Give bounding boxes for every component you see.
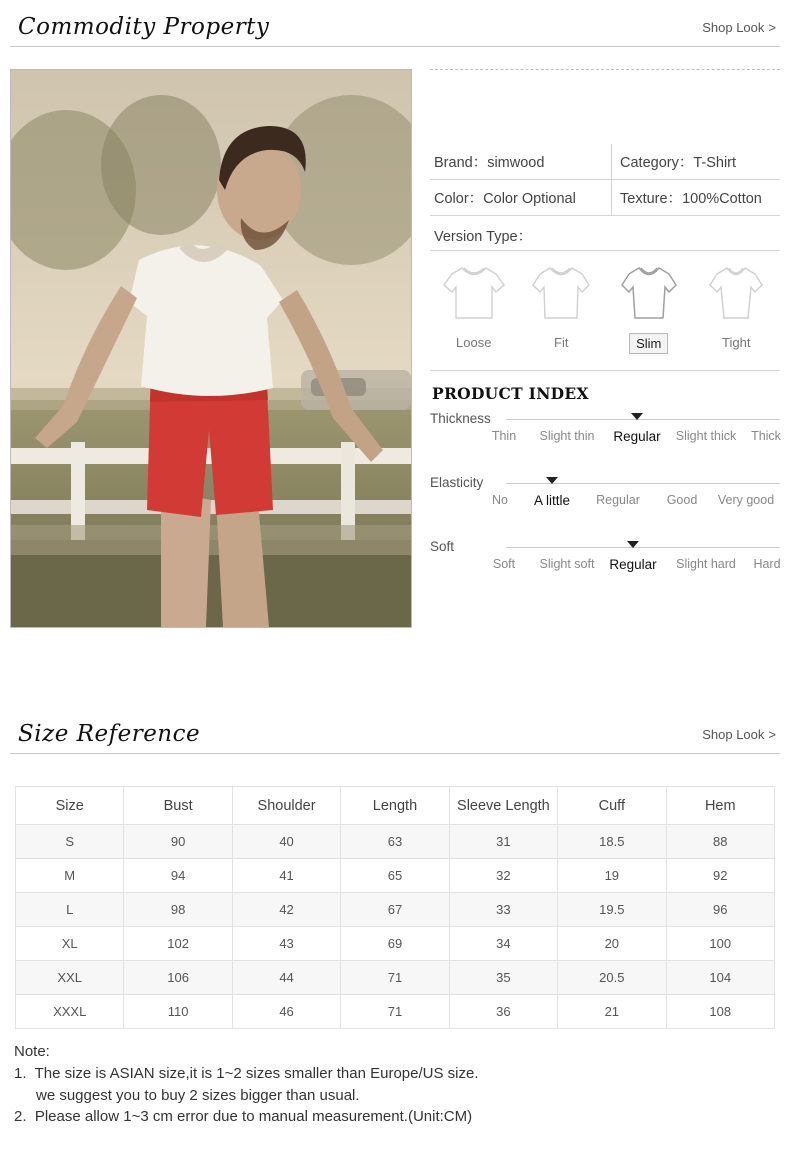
attribute-color-key: Color： [434,191,484,207]
index-track-thickness [506,419,780,420]
cell-bust: 102 [124,927,232,961]
cell-sleeve: 32 [449,859,557,893]
index-track-soft [506,547,780,548]
commodity-property-header [10,0,780,47]
cell-sleeve: 33 [449,893,557,927]
cell-cuff: 18.5 [558,825,666,859]
size-reference-section [0,707,790,1128]
note-line-3: 2. Please allow 1~3 cm error due to manual measurement.(Unit:CM) [14,1108,473,1126]
size-header-length: Length [341,787,449,825]
size-table [15,786,775,1029]
size-reference-title: Size Reference [18,721,201,747]
index-row-soft [430,541,780,587]
attribute-texture [612,180,781,216]
cell-length: 69 [341,927,449,961]
version-option-fit[interactable] [518,261,606,354]
index-scale-elasticity [430,493,780,513]
product-index-title: PRODUCT INDEX [432,384,589,403]
index-tick-regular-soft[interactable]: Regular [609,557,657,572]
index-marker-thickness [631,413,643,420]
index-tick-slight-soft[interactable]: Slight soft [539,557,595,571]
cell-length: 67 [341,893,449,927]
tshirt-icon-fit [525,261,597,323]
attribute-category [612,144,781,180]
size-reference-header [10,707,780,754]
version-option-tight[interactable] [693,261,781,354]
cell-bust: 110 [124,995,232,1029]
version-type-label: Version Type： [430,216,780,251]
index-label-soft: Soft [430,539,455,554]
note-line-2: we suggest you to buy 2 sizes bigger than usual. [36,1086,360,1104]
index-tick-hard[interactable]: Hard [753,557,781,571]
index-row-thickness [430,413,780,459]
version-option-loose-label: Loose [456,335,492,350]
cell-length: 65 [341,859,449,893]
cell-shoulder: 43 [232,927,340,961]
cell-shoulder: 44 [232,961,340,995]
cell-size: L [16,893,124,927]
index-tick-a-little[interactable]: A little [533,493,571,508]
index-tick-no[interactable]: No [492,493,508,507]
version-type-options [430,261,780,354]
cell-sleeve: 31 [449,825,557,859]
size-header-bust: Bust [124,787,232,825]
shop-look-link-bottom[interactable] [702,727,776,742]
attribute-brand-value: simwood [487,155,545,171]
table-row [16,859,775,893]
index-tick-good[interactable]: Good [666,493,698,507]
page-title: Commodity Property [18,14,270,40]
attribute-row [430,144,780,180]
index-tick-thick[interactable]: Thick [751,429,781,443]
attribute-category-key: Category： [620,155,694,171]
version-option-slim[interactable] [605,261,693,354]
cell-sleeve: 35 [449,961,557,995]
index-scale-thickness [430,429,780,449]
attribute-color-value: Color Optional [483,191,576,207]
index-tick-soft[interactable]: Soft [492,557,516,571]
cell-hem: 100 [666,927,774,961]
version-option-slim-label: Slim [629,333,668,354]
index-tick-regular-elasticity[interactable]: Regular [596,493,640,507]
version-option-fit-label: Fit [554,335,569,350]
cell-hem: 104 [666,961,774,995]
index-marker-elasticity [546,477,558,484]
product-photo [10,69,412,628]
cell-cuff: 19 [558,859,666,893]
product-block [10,69,780,629]
tshirt-icon-tight [700,261,772,323]
shop-look-link-top[interactable] [702,20,776,35]
cell-shoulder: 41 [232,859,340,893]
cell-size: XXL [16,961,124,995]
attribute-brand [430,144,612,180]
attribute-color [430,180,612,216]
note-block [14,1041,776,1128]
attribute-brand-key: Brand： [434,155,488,171]
info-divider [430,370,780,371]
attribute-category-value: T-Shirt [693,155,737,171]
tshirt-icon-loose [438,261,510,323]
cell-hem: 108 [666,995,774,1029]
index-tick-slight-thin[interactable]: Slight thin [539,429,595,443]
attribute-row [430,180,780,216]
chevron-right-icon-bottom: > [768,727,776,742]
cell-length: 71 [341,961,449,995]
dashed-divider [430,69,780,70]
size-header-shoulder: Shoulder [232,787,340,825]
cell-sleeve: 36 [449,995,557,1029]
attribute-table [430,144,780,216]
cell-length: 71 [341,995,449,1029]
cell-hem: 96 [666,893,774,927]
cell-shoulder: 46 [232,995,340,1029]
cell-bust: 106 [124,961,232,995]
cell-cuff: 20.5 [558,961,666,995]
tshirt-icon-slim [613,261,685,323]
chevron-right-icon-top: > [768,20,776,35]
note-title: Note: [14,1043,50,1060]
size-table-header-row [16,787,775,825]
cell-sleeve: 34 [449,927,557,961]
cell-shoulder: 42 [232,893,340,927]
index-scale-soft [430,557,780,577]
table-row [16,995,775,1029]
index-tick-regular[interactable]: Regular [613,429,661,444]
attribute-texture-key: Texture： [620,191,683,207]
index-marker-soft [627,541,639,548]
cell-size: M [16,859,124,893]
note-line-1: 1. The size is ASIAN size,it is 1~2 sizes smaller than Europe/US size. [14,1064,479,1082]
table-row [16,825,775,859]
cell-cuff: 21 [558,995,666,1029]
version-option-loose[interactable] [430,261,518,354]
cell-size: S [16,825,124,859]
version-option-tight-label: Tight [722,335,751,350]
cell-length: 63 [341,825,449,859]
cell-size: XXXL [16,995,124,1029]
index-label-thickness: Thickness [430,411,491,426]
size-header-sleeve-length: Sleeve Length [449,787,557,825]
index-tick-thin[interactable]: Thin [491,429,517,443]
cell-bust: 94 [124,859,232,893]
index-tick-slight-hard[interactable]: Slight hard [676,557,736,571]
table-row [16,927,775,961]
cell-bust: 90 [124,825,232,859]
index-row-elasticity [430,477,780,523]
cell-bust: 98 [124,893,232,927]
shop-look-label-top: Shop Look [702,20,765,35]
cell-hem: 88 [666,825,774,859]
cell-size: XL [16,927,124,961]
shop-look-label-bottom: Shop Look [702,727,765,742]
cell-cuff: 20 [558,927,666,961]
product-info [430,69,780,605]
product-photo-illustration [11,70,411,627]
index-label-elasticity: Elasticity [430,475,484,490]
index-tick-very-good[interactable]: Very good [717,493,775,507]
size-header-hem: Hem [666,787,774,825]
cell-hem: 92 [666,859,774,893]
index-tick-slight-thick[interactable]: Slight thick [675,429,737,443]
size-header-cuff: Cuff [558,787,666,825]
size-header-size: Size [16,787,124,825]
table-row [16,961,775,995]
attribute-texture-value: 100%Cotton [682,191,762,207]
cell-cuff: 19.5 [558,893,666,927]
cell-shoulder: 40 [232,825,340,859]
table-row [16,893,775,927]
